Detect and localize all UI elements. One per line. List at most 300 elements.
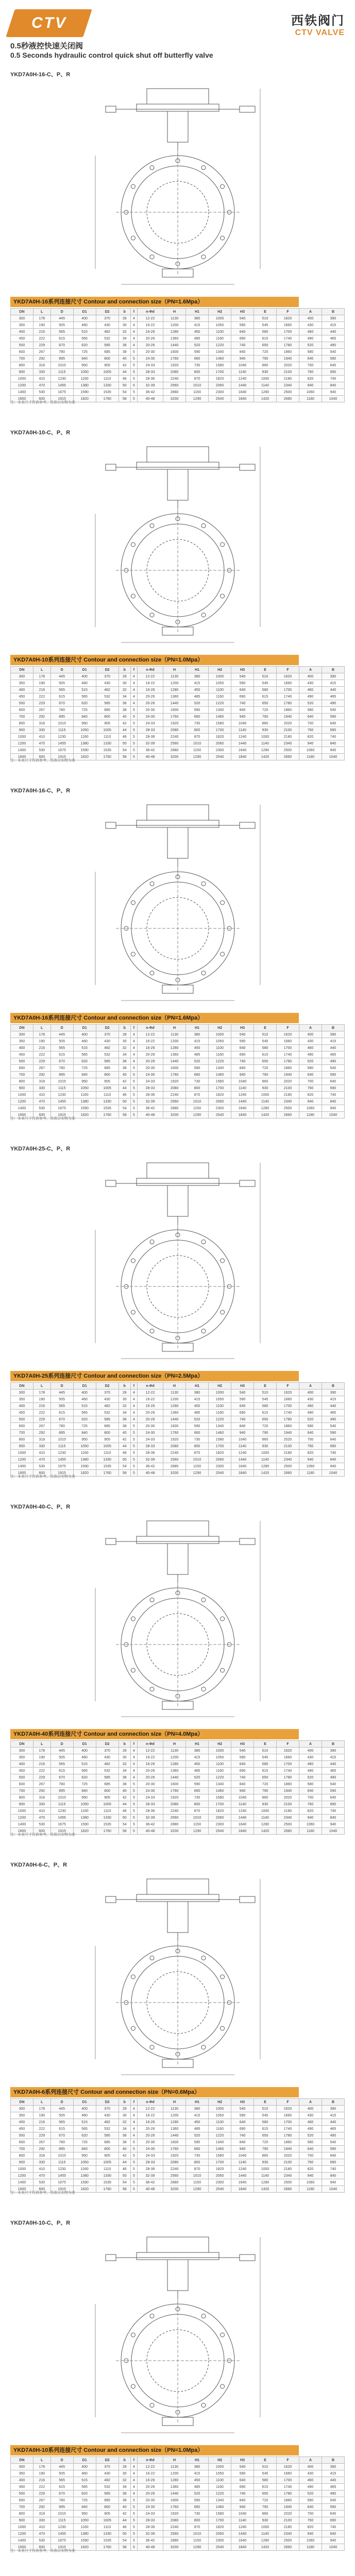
table-cell: 2240 [163, 376, 186, 382]
table-cell: 1110 [96, 2166, 119, 2173]
table-cell: 178 [33, 2106, 50, 2112]
table-header-cell: b [119, 1025, 130, 1031]
table-cell: 465 [322, 1410, 344, 1416]
table-cell: 2660 [277, 396, 299, 402]
table-cell: 760 [299, 1443, 322, 1450]
table-cell: 1140 [254, 382, 277, 389]
table-cell: 650 [254, 2132, 277, 2139]
table-row [11, 1423, 345, 1430]
table-cell: 840 [231, 2497, 254, 2504]
table-cell: 1760 [163, 2146, 186, 2153]
drawing-stroke [240, 2255, 255, 2261]
table-cell: 1460 [209, 1072, 231, 1078]
table-cell: 730 [186, 1436, 209, 1443]
table-row [11, 2490, 345, 2497]
table-cell: 267 [33, 2497, 50, 2504]
table-cell: 600 [33, 2186, 50, 2193]
table-cell: 1140 [231, 2517, 254, 2524]
table-cell: 670 [50, 2490, 73, 2497]
table-cell: 1200 [163, 1396, 186, 1403]
table-cell: 50 [119, 1456, 130, 1463]
table-cell: 730 [186, 1794, 209, 1801]
table-cell: 1330 [96, 1098, 119, 1105]
table-cell: 660 [186, 355, 209, 362]
table-cell: 1160 [209, 1052, 231, 1058]
bolt-hole [131, 594, 135, 598]
table-cell: 485 [186, 693, 209, 700]
table-cell: 585 [96, 1058, 119, 1065]
table-cell: 1340 [209, 1781, 231, 1788]
table-cell: 415 [322, 2470, 344, 2477]
table-cell: 800 [96, 714, 119, 720]
table-cell: 1150 [186, 1463, 209, 1470]
table-cell: 1440 [163, 2132, 186, 2139]
table-cell: 505 [50, 2112, 73, 2119]
table-cell: 1200 [163, 2112, 186, 2119]
bolt-hole [150, 2045, 154, 2049]
table-cell: 600 [33, 2544, 50, 2551]
table-cell: 500 [11, 2490, 33, 2497]
table-header-cell: H [163, 1741, 186, 1748]
table-cell: 229 [33, 342, 50, 349]
table-header-cell: B [322, 667, 344, 673]
table-cell: 505 [50, 1754, 73, 1761]
table-cell: 1740 [277, 2126, 299, 2132]
table-cell: 660 [186, 1788, 209, 1794]
drawing-stroke [240, 1180, 255, 1187]
table-cell: 482 [96, 2119, 119, 2126]
table-cell: 2500 [277, 1105, 299, 1112]
table-header-cell: f [130, 2457, 137, 2464]
table-cell: 2180 [277, 2524, 299, 2531]
table-row [11, 2173, 345, 2179]
table-cell: 840 [231, 1423, 254, 1430]
table-cell: 318 [33, 720, 50, 727]
table-cell: 1840 [231, 1112, 254, 1118]
table-cell: 490 [322, 1058, 344, 1065]
table-header-cell: D [50, 1383, 73, 1389]
table-cell: 1600 [11, 1828, 33, 1835]
drawing-area [85, 78, 271, 295]
table-cell: 2300 [209, 747, 231, 754]
table-cell: 460 [73, 2470, 96, 2477]
table-cell: 700 [299, 720, 322, 727]
table-cell: 1340 [209, 1423, 231, 1430]
table-row [11, 1052, 345, 1058]
table-cell: 350 [11, 1038, 33, 1045]
table-cell: 640 [231, 1045, 254, 1052]
table-cell: 1115 [50, 727, 73, 734]
table-cell: 5 [130, 1098, 137, 1105]
table-cell: 1330 [96, 2531, 119, 2537]
table-cell: 790 [254, 355, 277, 362]
table-cell: 490 [299, 2126, 322, 2132]
table-cell: 895 [50, 2146, 73, 2153]
table-header-cell: H3 [231, 309, 254, 315]
valve-section [0, 428, 355, 783]
table-header-cell: n-Φd [137, 1025, 163, 1031]
table-cell: 580 [254, 1045, 277, 1052]
table-cell: 1860 [277, 2497, 299, 2504]
table-cell: 58 [119, 1112, 130, 1118]
table-cell: 32-39 [137, 1098, 163, 1105]
table-cell: 2100 [277, 2159, 299, 2166]
table-cell: 400 [73, 1389, 96, 1396]
table-cell: 450 [11, 2126, 33, 2132]
table-cell: 2880 [163, 389, 186, 396]
table-cell: 1130 [163, 673, 186, 680]
table-cell: 1380 [73, 2531, 96, 2537]
bolt-hole [220, 952, 224, 956]
table-cell: 510 [254, 673, 277, 680]
table-cell: 390 [322, 2464, 344, 2470]
drawing-area [85, 794, 271, 1011]
table-row [11, 1065, 345, 1072]
table-cell: 34 [119, 2126, 130, 2132]
table-cell: 28 [119, 2106, 130, 2112]
table-cell: 28 [119, 673, 130, 680]
table-cell: 440 [322, 2477, 344, 2484]
table-cell: 4 [130, 1410, 137, 1416]
table-cell: 40 [119, 1788, 130, 1794]
table-cell: 38 [119, 349, 130, 355]
table-cell: 216 [33, 1045, 50, 1052]
table-cell: 1440 [231, 1098, 254, 1105]
table-cell: 780 [50, 349, 73, 355]
table-cell: 2300 [209, 389, 231, 396]
table-cell: 1660 [277, 1754, 299, 1761]
table-cell: 430 [299, 2470, 322, 2477]
table-cell: 1580 [209, 1436, 231, 1443]
table-cell: 640 [322, 2153, 344, 2159]
table-cell: 1600 [11, 2186, 33, 2193]
table-cell: 520 [186, 2490, 209, 2497]
table-cell: 2300 [209, 1463, 231, 1470]
table-cell: 520 [186, 1416, 209, 1423]
table-row [11, 1463, 345, 1470]
drawing-stroke [106, 1538, 116, 1545]
table-cell: 38 [119, 2497, 130, 2504]
table-cell: 1860 [277, 1423, 299, 1430]
table-cell: 450 [186, 1045, 209, 1052]
table-row [11, 727, 345, 734]
table-cell: 16-22 [137, 1754, 163, 1761]
table-cell: 940 [299, 382, 322, 389]
table-cell: 1130 [163, 315, 186, 322]
table-cell: 1200 [11, 2173, 33, 2179]
table-cell: 1580 [209, 2153, 231, 2159]
table-cell: 300 [11, 1031, 33, 1038]
table-cell: 1100 [209, 329, 231, 335]
table-cell: 725 [73, 707, 96, 714]
table-cell: 1280 [254, 1105, 277, 1112]
table-cell: 445 [50, 315, 73, 322]
bolt-hole [220, 1668, 224, 1672]
table-cell: 600 [33, 396, 50, 402]
table-cell: 1050 [73, 2159, 96, 2166]
bolt-hole [201, 523, 206, 528]
table-header-cell: f [130, 667, 137, 673]
table-cell: 5 [130, 1078, 137, 1085]
table-cell: 1660 [277, 2112, 299, 2119]
table-cell: 1620 [277, 315, 299, 322]
table-header-cell: D2 [96, 1383, 119, 1389]
table-cell: 2340 [277, 1815, 299, 1821]
table-cell: 1290 [186, 396, 209, 402]
table-cell: 2340 [277, 382, 299, 389]
table-cell: 620 [73, 1058, 96, 1065]
table-header-cell: L [33, 2457, 50, 2464]
table-cell: 1100 [209, 1403, 231, 1410]
table-cell: 640 [299, 2504, 322, 2511]
table-cell: 20-30 [137, 707, 163, 714]
table-cell: 1380 [73, 740, 96, 747]
table-cell: 1920 [163, 1436, 186, 1443]
table-cell: 1060 [299, 1463, 322, 1470]
table-cell: 895 [50, 714, 73, 720]
table-cell: 38 [119, 2139, 130, 2146]
table-cell: 415 [186, 322, 209, 329]
table-cell: 1620 [277, 1748, 299, 1754]
table-cell: 1115 [50, 2517, 73, 2524]
drawing-stroke [167, 1902, 188, 1933]
table-cell: 5 [130, 1781, 137, 1788]
bolt-hole [220, 543, 224, 547]
table-cell: 1460 [209, 2146, 231, 2153]
table-cell: 32 [119, 329, 130, 335]
table-cell: 725 [73, 349, 96, 355]
table-cell: 1050 [209, 2470, 231, 2477]
table-cell: 1220 [209, 342, 231, 349]
table-cell: 400 [73, 673, 96, 680]
table-cell: 222 [33, 1410, 50, 1416]
table-cell: 2020 [277, 2153, 299, 2159]
table-cell: 2880 [163, 2179, 186, 2186]
table-cell: 1640 [231, 1463, 254, 1470]
table-cell: 1840 [231, 1828, 254, 1835]
table-row [11, 1085, 345, 1092]
spec-table [10, 308, 345, 402]
table-cell: 440 [322, 1761, 344, 1768]
table-cell: 1380 [73, 1815, 96, 1821]
table-header-cell: H [163, 2099, 186, 2106]
table-header-cell: DN [11, 2457, 33, 2464]
table-cell: 685 [96, 2139, 119, 2146]
table-cell: 2300 [209, 2537, 231, 2544]
table-cell: 580 [254, 1403, 277, 1410]
table-cell: 520 [186, 2132, 209, 2139]
table-row [11, 747, 345, 754]
table-cell: 5 [130, 754, 137, 760]
table-cell: 800 [186, 1443, 209, 1450]
table-cell: 5 [130, 1443, 137, 1450]
table-cell: 1580 [209, 720, 231, 727]
table-cell: 318 [33, 1436, 50, 1443]
bolt-hole [220, 2026, 224, 2030]
table-cell: 900 [11, 369, 33, 376]
table-cell: 5 [130, 355, 137, 362]
table-cell: 905 [96, 2511, 119, 2517]
table-cell: 1000 [254, 376, 277, 382]
table-cell: 415 [186, 680, 209, 687]
table-cell: 1240 [231, 2524, 254, 2531]
table-header-cell: D2 [96, 309, 119, 315]
bolt-hole [220, 236, 224, 240]
table-cell: 1360 [163, 2484, 186, 2490]
table-cell: 500 [11, 1058, 33, 1065]
table-cell: 400 [299, 2106, 322, 2112]
table-cell: 590 [231, 680, 254, 687]
table-cell: 20-26 [137, 1052, 163, 1058]
table-cell: 650 [254, 1774, 277, 1781]
table-cell: 740 [322, 734, 344, 740]
table-header-cell: H2 [209, 667, 231, 673]
table-cell: 3200 [163, 754, 186, 760]
table-cell: 370 [96, 2464, 119, 2470]
table-cell: 580 [299, 349, 322, 355]
table-cell: 415 [186, 1754, 209, 1761]
table-cell: 740 [322, 2166, 344, 2173]
table-cell: 2020 [277, 720, 299, 727]
table-cell: 1580 [209, 1078, 231, 1085]
table-cell: 28-33 [137, 369, 163, 376]
table-cell: 4 [130, 342, 137, 349]
table-cell: 4 [130, 1038, 137, 1045]
table-cell: 540 [231, 1748, 254, 1754]
table-row [11, 2112, 345, 2119]
table-cell: 46 [119, 1808, 130, 1815]
drawing-area [85, 436, 271, 653]
table-cell: 46 [119, 1450, 130, 1456]
table-cell: 580 [299, 1423, 322, 1430]
table-cell: 650 [254, 1058, 277, 1065]
table-cell: 940 [322, 389, 344, 396]
table-cell: 1220 [209, 2132, 231, 2139]
table-cell: 1455 [50, 1098, 73, 1105]
table-cell: 445 [50, 1389, 73, 1396]
table-cell: 660 [186, 1072, 209, 1078]
table-cell: 1130 [163, 2464, 186, 2470]
table-cell: 760 [299, 1801, 322, 1808]
table-cell: 900 [11, 1443, 33, 1450]
table-cell: 20-26 [137, 700, 163, 707]
bolt-hole [131, 2333, 135, 2337]
table-cell: 590 [186, 707, 209, 714]
table-cell: 4 [130, 2132, 137, 2139]
bolt-hole [220, 1259, 224, 1263]
table-cell: 4 [130, 1761, 137, 1768]
table-cell: 780 [50, 1065, 73, 1072]
table-header-cell: H2 [209, 309, 231, 315]
table-cell: 615 [50, 2126, 73, 2132]
drawing-stroke [137, 820, 219, 827]
table-cell: 905 [96, 1078, 119, 1085]
table-cell: 5 [130, 349, 137, 355]
table-cell: 5 [130, 2517, 137, 2524]
table-cell: 1005 [96, 727, 119, 734]
table-cell: 1860 [277, 2139, 299, 2146]
table-cell: 20-30 [137, 1065, 163, 1072]
table-cell: 1000 [209, 1389, 231, 1396]
table-cell: 370 [96, 1748, 119, 1754]
table-cell: 1110 [96, 734, 119, 740]
table-cell: 1600 [11, 1112, 33, 1118]
table-cell: 5 [130, 382, 137, 389]
table-row [11, 1403, 345, 1410]
table-cell: 1460 [209, 714, 231, 720]
table-cell: 870 [186, 1450, 209, 1456]
table-cell: 1290 [186, 2544, 209, 2551]
table-cell: 1700 [209, 727, 231, 734]
table-cell: 12-22 [137, 2464, 163, 2470]
table-cell: 870 [186, 376, 209, 382]
table-cell: 1000 [11, 376, 33, 382]
table-cell: 520 [299, 2132, 322, 2139]
table-cell: 1290 [186, 2186, 209, 2193]
table-cell: 660 [186, 2504, 209, 2511]
table-cell: 1780 [277, 342, 299, 349]
table-cell: 1700 [209, 1801, 231, 1808]
table-header-cell: H2 [209, 2457, 231, 2464]
table-cell: 520 [299, 1058, 322, 1065]
table-cell: 1280 [163, 1761, 186, 1768]
table-cell: 1130 [163, 1748, 186, 1754]
table-cell: 1675 [50, 747, 73, 754]
table-cell: 650 [254, 2490, 277, 2497]
drawing-stroke [240, 106, 255, 112]
table-header-cell: H1 [186, 2099, 209, 2106]
table-cell: 1200 [163, 2470, 186, 2477]
table-cell: 5 [130, 734, 137, 740]
table-header-cell: DN [11, 2099, 33, 2106]
table-cell: 1640 [231, 389, 254, 396]
table-cell: 1600 [11, 1470, 33, 1477]
table-row [11, 1078, 345, 1085]
table-header-cell: B [322, 1025, 344, 1031]
table-cell: 24-30 [137, 1430, 163, 1436]
table-cell: 190 [33, 2470, 50, 2477]
table-cell: 216 [33, 2119, 50, 2126]
table-cell: 860 [254, 1078, 277, 1085]
table-cell: 190 [33, 1754, 50, 1761]
table-cell: 460 [73, 322, 96, 329]
table-cell: 1600 [11, 396, 33, 402]
table-cell: 590 [322, 1788, 344, 1794]
table-cell: 46 [119, 2524, 130, 2531]
table-cell: 415 [322, 1038, 344, 1045]
table-cell: 5 [130, 1105, 137, 1112]
table-row [11, 2159, 345, 2166]
table-cell: 565 [50, 2119, 73, 2126]
table-cell: 410 [33, 1450, 50, 1456]
table-cell: 1590 [73, 2179, 96, 2186]
table-cell: 292 [33, 1072, 50, 1078]
drawing-stroke [167, 111, 188, 142]
table-header-cell: E [254, 667, 277, 673]
table-cell: 505 [50, 1038, 73, 1045]
bolt-hole [220, 2333, 224, 2337]
table-cell: 400 [11, 2477, 33, 2484]
table-cell: 32 [119, 1045, 130, 1052]
table-cell: 40 [119, 1072, 130, 1078]
table-cell: 42 [119, 1078, 130, 1085]
table-cell: 40-48 [137, 2186, 163, 2193]
table-cell: 50 [119, 1815, 130, 1821]
table-cell: 1820 [209, 734, 231, 740]
table-cell: 615 [254, 1410, 277, 1416]
drawing-area [85, 1511, 271, 1727]
table-cell: 24-33 [137, 1436, 163, 1443]
